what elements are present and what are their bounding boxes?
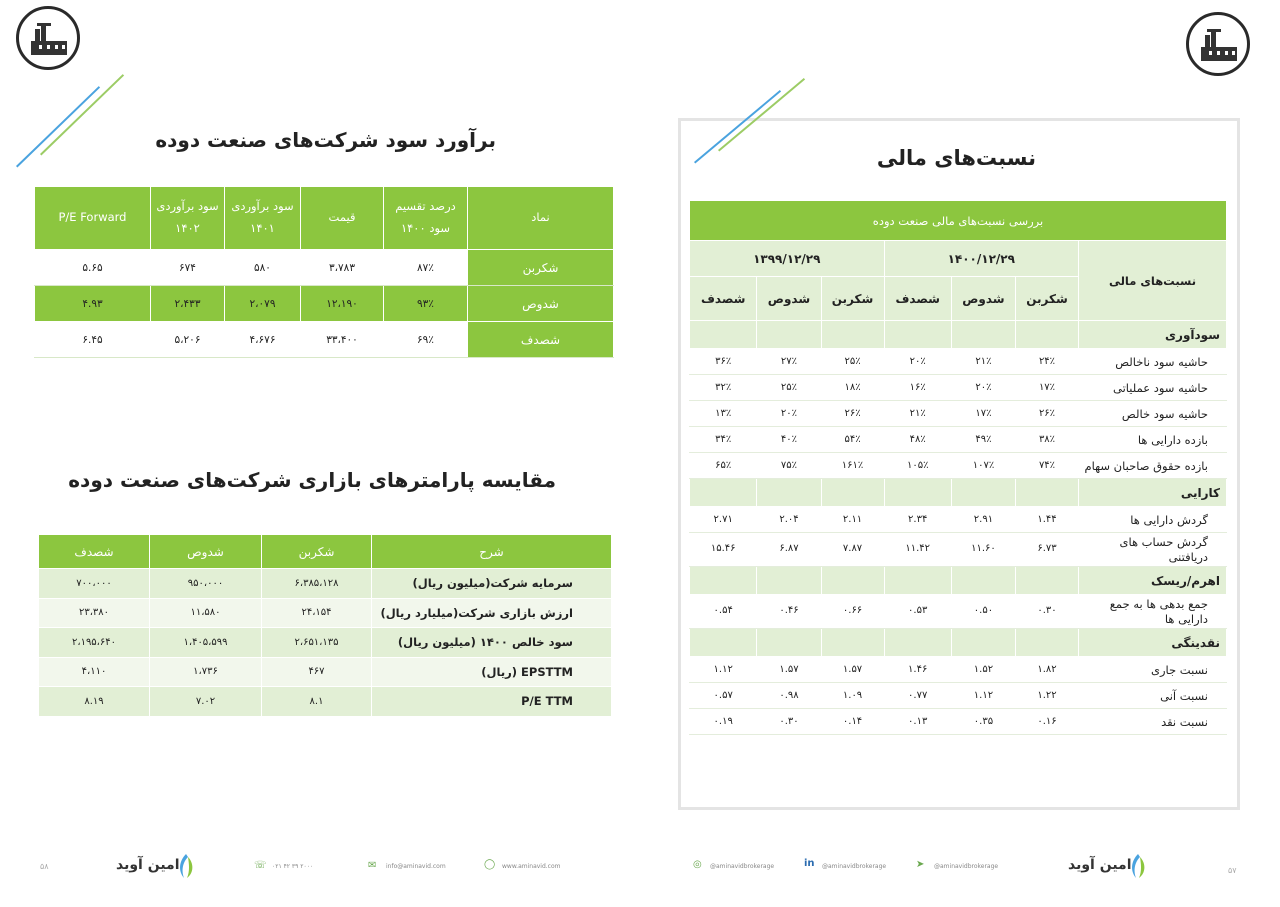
empty-cell [821,629,884,657]
table-cell: ۱۶٪ [884,375,951,401]
table-cell: ۷.۰۲ [150,687,262,717]
empty-cell [1016,321,1079,349]
table-row [690,427,1227,453]
table-cell: ۱۲،۱۹۰ [301,286,384,322]
table-cell: ۴۶۷ [262,657,372,687]
table-cell: ۲،۱۹۵،۶۴۰ [39,628,150,658]
table-cell: ۱.۴۶ [884,657,951,683]
table-row [39,657,612,687]
company-header: شصدف [690,277,757,321]
website-link[interactable]: www.aminavid.com [502,863,561,870]
table-cell: ۳،۷۸۳ [301,250,384,286]
period-header: ۱۴۰۰/۱۲/۲۹ [884,241,1078,277]
table-cell: ۶۷۴ [151,250,225,286]
market-parameters-table [38,534,612,717]
empty-cell [884,479,951,507]
table-cell: ۲،۰۷۹ [225,286,301,322]
table-cell: ۱۷٪ [951,401,1015,427]
table-row [35,286,614,322]
table-cell: ۷۰۰،۰۰۰ [39,569,150,599]
decorative-line [40,74,124,155]
section-row [690,321,1227,349]
table-cell: ۲.۳۴ [884,507,951,533]
company-header: شکربن [1016,277,1079,321]
table-cell: ۰.۳۰ [757,709,821,735]
table-cell: ۰.۵۴ [690,595,757,629]
table-cell: ۱۵.۴۶ [690,533,757,567]
table-cell: ۲۶٪ [1016,401,1079,427]
telegram-icon: ➤ [916,859,925,870]
empty-cell [757,629,821,657]
empty-cell [1016,567,1079,595]
table-cell: ۵.۶۵ [35,250,151,286]
decorative-line [16,86,100,167]
table-cell: ۱۸٪ [821,375,884,401]
table-cell: ۲۱٪ [884,401,951,427]
ratio-label: بازده حقوق صاحبان سهام [1079,453,1227,479]
brand-logo-icon [176,853,196,879]
ratio-label: نسبت آنی [1079,683,1227,709]
empty-cell [951,629,1015,657]
table-cell: ارزش بازاری شرکت(میلیارد ریال) [372,598,612,628]
table-header-row [35,187,614,250]
empty-cell [690,567,757,595]
column-header: سود برآوردی ۱۴۰۱ [225,187,301,250]
table-cell: ۷.۸۷ [821,533,884,567]
table-cell: ۰.۱۹ [690,709,757,735]
telegram-handle[interactable]: @aminavidbrokerage [934,863,999,870]
table-cell: ۱۰۵٪ [884,453,951,479]
table-cell: ۳۶٪ [690,349,757,375]
table-cell: ۰.۶۶ [821,595,884,629]
linkedin-handle[interactable]: @aminavidbrokerage [822,863,887,870]
period-header: ۱۳۹۹/۱۲/۲۹ [690,241,885,277]
ratio-label: نسبت نقد [1079,709,1227,735]
table-cell: شدوص [468,286,614,322]
company-header: شدوص [951,277,1015,321]
table-cell: ۱۶۱٪ [821,453,884,479]
table-cell: ۱.۴۴ [1016,507,1079,533]
table-cell: ۱.۰۹ [821,683,884,709]
table-row [690,375,1227,401]
mouse-icon: ◯ [484,859,496,870]
table-cell: ۳۸٪ [1016,427,1079,453]
table-cell: ۳۳،۴۰۰ [301,322,384,358]
table-row [690,401,1227,427]
table-cell: ۸۷٪ [384,250,468,286]
ratio-label: بازده دارایی ها [1079,427,1227,453]
table-cell: ۴۹٪ [951,427,1015,453]
table-cell: ۶.۴۵ [35,322,151,358]
ratio-label: جمع بدهی ها به جمع دارایی ها [1079,595,1227,629]
table-row [39,569,612,599]
section-label: کارایی [1079,479,1227,507]
table-cell: ۷۴٪ [1016,453,1079,479]
table-cell: ۲۵٪ [757,375,821,401]
table-row [690,533,1227,567]
empty-cell [690,479,757,507]
table-cell: ۸.۱ [262,687,372,717]
table-cell: ۲.۰۴ [757,507,821,533]
section-label: سودآوری [1079,321,1227,349]
table-cell: ۱.۵۲ [951,657,1015,683]
company-header: شکربن [821,277,884,321]
table-cell: ۱.۸۲ [1016,657,1079,683]
table-row [690,657,1227,683]
email-link[interactable]: info@aminavid.com [386,863,446,870]
table-banner: بررسی نسبت‌های مالی صنعت دوده [690,201,1227,241]
table-cell: سرمایه شرکت(میلیون ریال) [372,569,612,599]
empty-cell [884,629,951,657]
table-cell: ۲۷٪ [757,349,821,375]
table-cell: ۰.۱۴ [821,709,884,735]
table-cell: ۳۲٪ [690,375,757,401]
table-cell: ۰.۱۳ [884,709,951,735]
empty-cell [757,567,821,595]
factory-logo-icon [1186,12,1250,76]
ratio-label: نسبت جاری [1079,657,1227,683]
linkedin-icon: in [804,858,815,869]
table-cell: ۲۴،۱۵۴ [262,598,372,628]
table-banner-row [690,201,1227,241]
table-cell: ۰.۹۸ [757,683,821,709]
column-header: سود برآوردی ۱۴۰۲ [151,187,225,250]
table-cell: ۱۱،۵۸۰ [150,598,262,628]
table-row [690,709,1227,735]
empty-cell [821,567,884,595]
table-cell: ۶.۸۷ [757,533,821,567]
table-cell: سود خالص ۱۴۰۰ (میلیون ریال) [372,628,612,658]
table-cell: ۱۱.۴۲ [884,533,951,567]
page-title: نسبت‌های مالی [876,146,1036,170]
table-cell: ۴۰٪ [757,427,821,453]
table-cell: ۵۸۰ [225,250,301,286]
section-label: اهرم/ریسک [1079,567,1227,595]
table-row [690,683,1227,709]
empty-cell [821,321,884,349]
table-cell: ۰.۷۷ [884,683,951,709]
phone-icon: ☏ [254,860,267,871]
empty-cell [1016,629,1079,657]
table-cell: ۴.۹۳ [35,286,151,322]
table-cell: ۱۳٪ [690,401,757,427]
table-cell: ۲.۱۱ [821,507,884,533]
ratio-label: حاشیه سود عملیاتی [1079,375,1227,401]
table-cell: ۰.۵۷ [690,683,757,709]
column-header: شدوص [150,535,262,569]
table-cell: ۲۱٪ [951,349,1015,375]
row-header: نسبت‌های مالی [1079,241,1227,321]
table-cell: ۱.۱۲ [951,683,1015,709]
table-cell: ۶.۷۳ [1016,533,1079,567]
table-cell: ۳۴٪ [690,427,757,453]
profit-estimate-table [34,186,614,358]
section-row [690,629,1227,657]
ratio-label: گردش دارایی ها [1079,507,1227,533]
table-cell: P/E TTM [372,687,612,717]
table-cell: ۱۷٪ [1016,375,1079,401]
table-cell: ۰.۳۵ [951,709,1015,735]
column-header: قیمت [301,187,384,250]
table-cell: ۶۹٪ [384,322,468,358]
period-header-row [690,241,1227,277]
email-icon: ✉ [368,860,377,871]
section-row [690,479,1227,507]
ratio-label: حاشیه سود خالص [1079,401,1227,427]
empty-cell [951,321,1015,349]
empty-cell [690,321,757,349]
table-cell: ۱.۵۷ [757,657,821,683]
table-cell: ۲۵٪ [821,349,884,375]
page-number: ۵۸ [40,862,49,871]
section-row [690,567,1227,595]
company-header: شصدف [884,277,951,321]
table-cell: ۲۴٪ [1016,349,1079,375]
table-cell: ۲۰٪ [884,349,951,375]
ratio-label: حاشیه سود ناخالص [1079,349,1227,375]
empty-cell [951,567,1015,595]
phone-number[interactable]: ۰۲۱ ۴۲ ۳۹ ۲۰۰۰ [272,863,314,870]
table-cell: ۲۶٪ [821,401,884,427]
column-header: شکربن [262,535,372,569]
table-cell: EPSTTM (ریال) [372,657,612,687]
table-cell: ۱،۷۳۶ [150,657,262,687]
table-cell: ۲،۴۳۳ [151,286,225,322]
brand-name: امین آوید [116,857,180,873]
table-cell: ۱۰۷٪ [951,453,1015,479]
column-header: P/E Forward [35,187,151,250]
table-cell: ۱۱.۶۰ [951,533,1015,567]
empty-cell [884,567,951,595]
brand-name: امین آوید [1068,857,1132,873]
estimate-title: برآورد سود شرکت‌های صنعت دوده [155,128,496,152]
table-row [690,349,1227,375]
instagram-handle[interactable]: @aminavidbrokerage [710,863,775,870]
section-label: نقدینگی [1079,629,1227,657]
table-cell: ۰.۵۳ [884,595,951,629]
table-row [690,595,1227,629]
empty-cell [821,479,884,507]
table-cell: ۲.۹۱ [951,507,1015,533]
table-cell: ۴۸٪ [884,427,951,453]
empty-cell [757,321,821,349]
company-header: شدوص [757,277,821,321]
table-row [39,628,612,658]
table-cell: ۵۴٪ [821,427,884,453]
table-cell: شصدف [468,322,614,358]
table-cell: ۲۰٪ [951,375,1015,401]
table-cell: ۱.۲۲ [1016,683,1079,709]
brand-logo-icon [1128,853,1148,879]
market-title: مقایسه پارامترهای بازاری شرکت‌های صنعت دوده [68,468,556,492]
column-header: درصد تقسیم سود ۱۴۰۰ [384,187,468,250]
table-cell: ۲.۷۱ [690,507,757,533]
table-cell: ۹۳٪ [384,286,468,322]
table-cell: ۰.۵۰ [951,595,1015,629]
table-cell: ۹۵۰،۰۰۰ [150,569,262,599]
empty-cell [757,479,821,507]
factory-logo-icon [16,6,80,70]
page-number: ۵۷ [1228,866,1237,875]
table-cell: ۲،۶۵۱،۱۳۵ [262,628,372,658]
table-cell: ۱.۱۲ [690,657,757,683]
empty-cell [884,321,951,349]
column-header: شصدف [39,535,150,569]
empty-cell [951,479,1015,507]
empty-cell [690,629,757,657]
ratio-label: گردش حساب های دریافتنی [1079,533,1227,567]
table-cell: ۰.۴۶ [757,595,821,629]
table-cell: ۶۵٪ [690,453,757,479]
table-cell: ۱،۴۰۵،۵۹۹ [150,628,262,658]
table-row [690,453,1227,479]
table-cell: ۴،۶۷۶ [225,322,301,358]
table-row [39,687,612,717]
table-cell: ۰.۱۶ [1016,709,1079,735]
table-cell: ۷۵٪ [757,453,821,479]
table-cell: ۰.۳۰ [1016,595,1079,629]
table-row [690,507,1227,533]
table-row [35,250,614,286]
table-cell: ۶،۳۸۵،۱۲۸ [262,569,372,599]
table-header-row [39,535,612,569]
table-cell: ۱.۵۷ [821,657,884,683]
table-cell: ۸.۱۹ [39,687,150,717]
table-cell: شکربن [468,250,614,286]
table-row [39,598,612,628]
column-header: شرح [372,535,612,569]
column-header: نماد [468,187,614,250]
table-cell: ۲۰٪ [757,401,821,427]
table-cell: ۲۳،۳۸۰ [39,598,150,628]
table-row [35,322,614,358]
table-cell: ۴،۱۱۰ [39,657,150,687]
empty-cell [1016,479,1079,507]
table-cell: ۵،۲۰۶ [151,322,225,358]
financial-ratios-table [689,200,1227,735]
instagram-icon: ◎ [693,859,702,870]
